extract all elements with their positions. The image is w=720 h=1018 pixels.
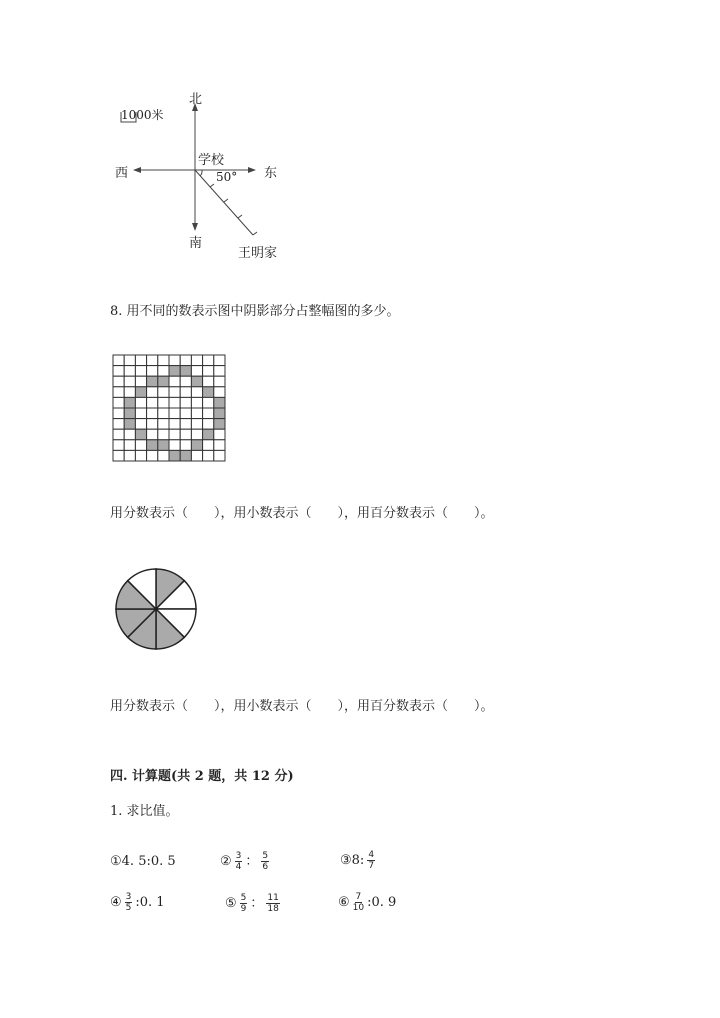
grid-cell [169, 376, 180, 387]
grid-cell [113, 419, 124, 430]
grid-cell-shaded [180, 450, 191, 461]
section-4-heading: 四. 计算题(共 2 题，共 12 分) [110, 769, 294, 784]
grid-cell [113, 376, 124, 387]
grid-cell-shaded [124, 397, 135, 408]
grid-cell [135, 376, 146, 387]
angle-label: 50° [216, 170, 238, 184]
grid-cell [158, 408, 169, 419]
grid-cell [135, 366, 146, 377]
grid-cell [113, 408, 124, 419]
grid-cell [158, 397, 169, 408]
grid-cell [203, 355, 214, 366]
grid-cell [169, 440, 180, 451]
grid-cell [169, 387, 180, 398]
grid-cell-shaded [203, 387, 214, 398]
grid-cell [169, 397, 180, 408]
grid-cell [214, 376, 225, 387]
grid-cell [158, 419, 169, 430]
grid-cell [158, 366, 169, 377]
east-label: 东 [264, 166, 278, 181]
grid-cell [191, 366, 202, 377]
grid-cell [214, 366, 225, 377]
grid-cell-shaded [191, 440, 202, 451]
grid-cell [180, 419, 191, 430]
grid-cell [124, 387, 135, 398]
question-1-title: 1. 求比值。 [110, 804, 179, 819]
grid-cell [158, 387, 169, 398]
circle-figure [113, 566, 199, 652]
grid-cell [135, 355, 146, 366]
grid-cell [124, 366, 135, 377]
grid-cell-shaded [135, 387, 146, 398]
grid-cell-shaded [158, 440, 169, 451]
grid-cell-shaded [135, 429, 146, 440]
route-ticks [210, 184, 257, 235]
grid-cell [180, 376, 191, 387]
grid-cell [180, 397, 191, 408]
answer-line-1: 用分数表示（ ），用小数表示（ ），用百分数表示（ ）。 [110, 506, 494, 521]
item-4: ④ $\frac{3}{5}$ :0. 1 [110, 892, 165, 913]
grid-cell [135, 450, 146, 461]
grid-cell [135, 397, 146, 408]
grid-cell [147, 408, 158, 419]
grid-cell [169, 419, 180, 430]
grid-cell [180, 387, 191, 398]
grid-figure [112, 354, 226, 462]
grid-cell [147, 355, 158, 366]
grid-cell-shaded [124, 419, 135, 430]
item-6: ⑥ $\frac{7}{10}$ :0. 9 [338, 892, 397, 913]
answer-line-2: 用分数表示（ ），用小数表示（ ），用百分数表示（ ）。 [110, 699, 494, 714]
grid-cell [180, 440, 191, 451]
grid-cell [203, 366, 214, 377]
grid-cell [214, 429, 225, 440]
grid-cell [191, 450, 202, 461]
school-label: 学校 [198, 153, 225, 168]
item-1: ①4. 5:0. 5 [110, 854, 176, 869]
grid-cell [203, 440, 214, 451]
grid-cell-shaded [214, 419, 225, 430]
grid-cell [147, 397, 158, 408]
grid-cell [191, 419, 202, 430]
grid-cell [191, 387, 202, 398]
grid-cell [158, 450, 169, 461]
grid-cell [180, 429, 191, 440]
item-2: ② $\frac{3}{4}$ ： $\frac{5}{6}$ [220, 851, 269, 872]
item-5: ⑤ $\frac{5}{9}$ ： $\frac{11}{18}$ [225, 893, 279, 914]
question-8-title: 8. 用不同的数表示图中阴影部分占整幅图的多少。 [110, 304, 400, 319]
grid-cell [113, 397, 124, 408]
west-label: 西 [115, 166, 129, 181]
grid-cell [113, 440, 124, 451]
grid-cell [180, 408, 191, 419]
grid-cell [158, 355, 169, 366]
grid-cell [203, 397, 214, 408]
grid-cell-shaded [214, 408, 225, 419]
scale-label: 1000米 [121, 108, 164, 122]
grid-cell [191, 429, 202, 440]
grid-cell-shaded [169, 450, 180, 461]
grid-cell [135, 440, 146, 451]
grid-cell [191, 355, 202, 366]
grid-cell [214, 355, 225, 366]
grid-cell [113, 450, 124, 461]
north-label: 北 [189, 92, 203, 107]
grid-cell-shaded [169, 366, 180, 377]
grid-cell [147, 450, 158, 461]
grid-cell [203, 419, 214, 430]
grid-cell [203, 450, 214, 461]
grid-cell [214, 440, 225, 451]
grid-cell [180, 355, 191, 366]
grid-cell [169, 408, 180, 419]
south-label: 南 [189, 236, 203, 251]
grid-cell-shaded [124, 408, 135, 419]
grid-cell [124, 450, 135, 461]
grid-cell [169, 429, 180, 440]
grid-cell [158, 429, 169, 440]
grid-cell [169, 355, 180, 366]
grid-cell [124, 440, 135, 451]
grid-cell-shaded [180, 366, 191, 377]
grid-cell [124, 429, 135, 440]
grid-cell [113, 366, 124, 377]
grid-cell-shaded [214, 397, 225, 408]
grid-cell [147, 429, 158, 440]
grid-cell-shaded [158, 376, 169, 387]
home-label: 王明家 [238, 246, 278, 261]
grid-cell [203, 408, 214, 419]
grid-cell [135, 419, 146, 430]
grid-cell [191, 397, 202, 408]
grid-cell-shaded [147, 440, 158, 451]
grid-cell [147, 419, 158, 430]
grid-cell [191, 408, 202, 419]
item-3: ③8: $\frac{4}{7}$ [340, 850, 375, 871]
grid-cell [124, 376, 135, 387]
grid-cell [203, 376, 214, 387]
grid-cell [124, 355, 135, 366]
grid-cell [135, 408, 146, 419]
grid-cell [113, 387, 124, 398]
grid-cell-shaded [203, 429, 214, 440]
grid-cell [214, 387, 225, 398]
grid-cell [113, 355, 124, 366]
grid-cell [147, 366, 158, 377]
grid-cell-shaded [147, 376, 158, 387]
grid-cell [113, 429, 124, 440]
grid-cell [147, 387, 158, 398]
grid-cell [214, 450, 225, 461]
grid-cell-shaded [191, 376, 202, 387]
